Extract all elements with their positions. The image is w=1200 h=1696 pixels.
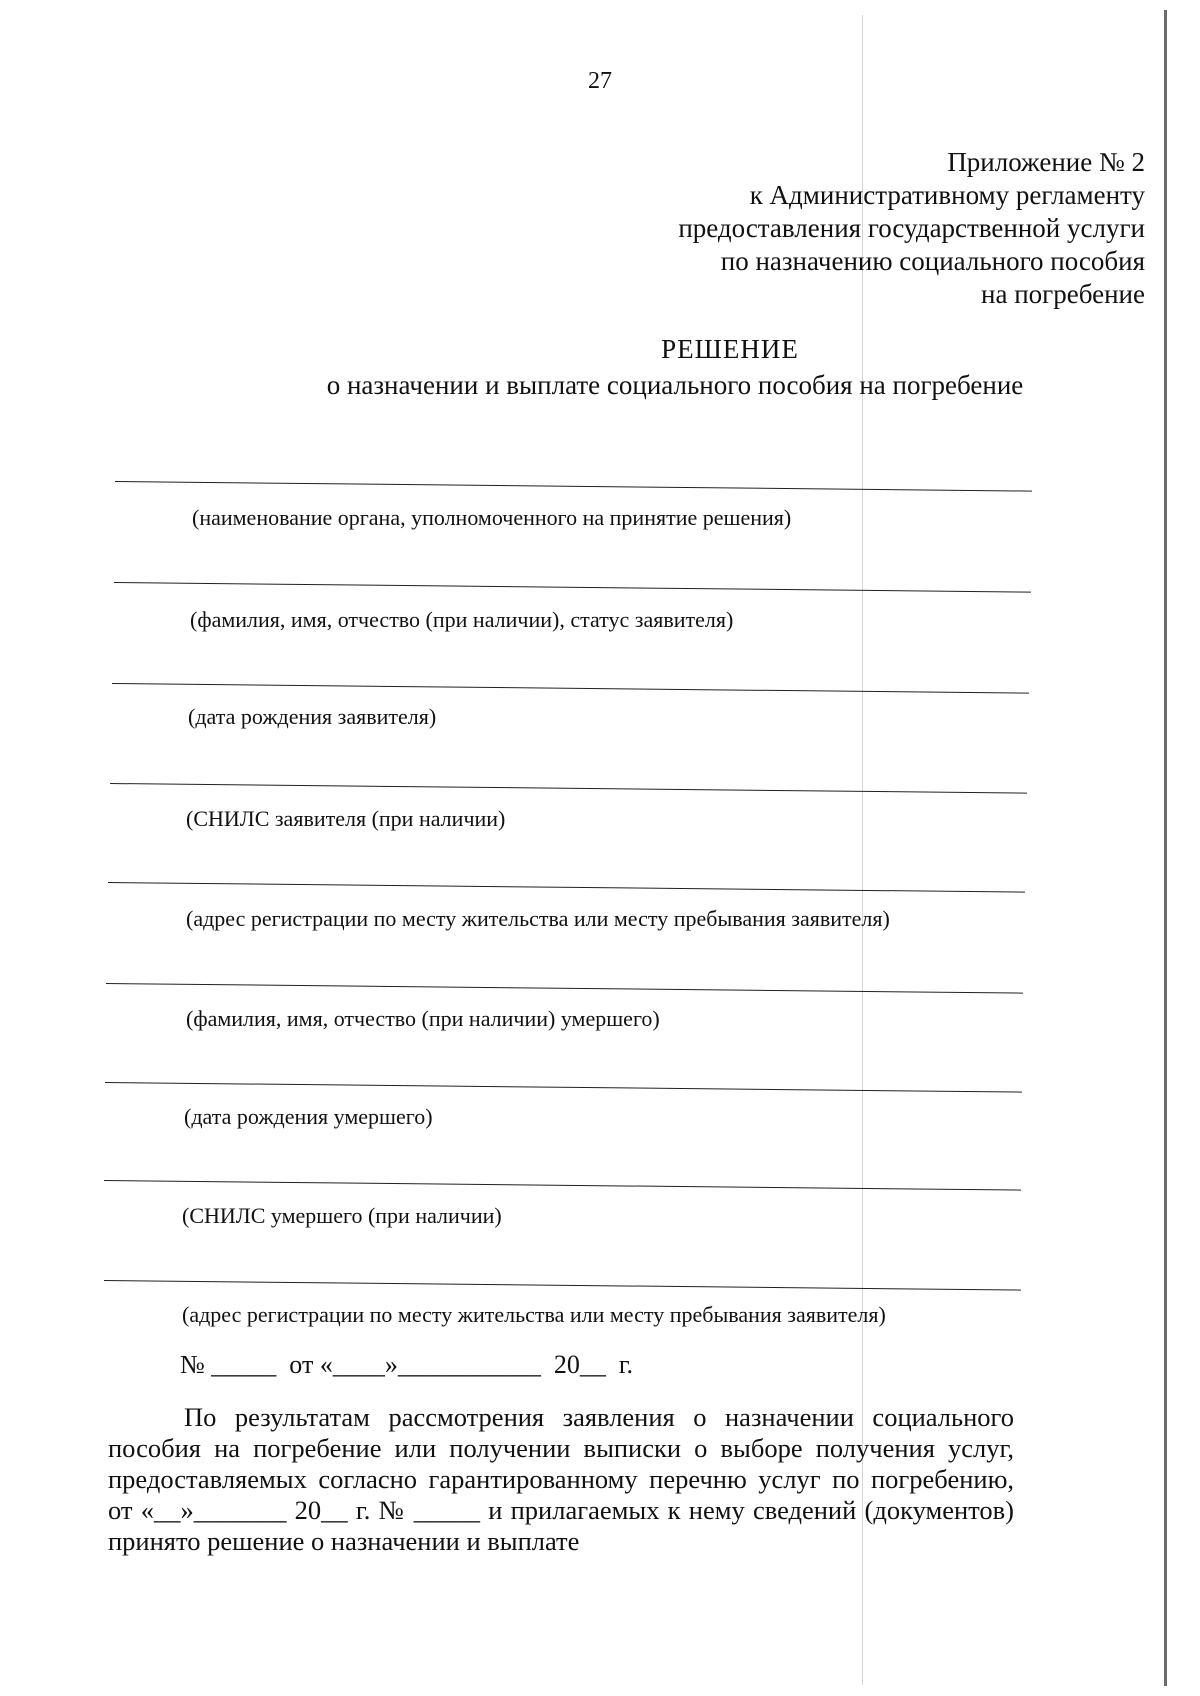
document-title: РЕШЕНИЕ xyxy=(661,334,799,364)
fill-in-line xyxy=(112,683,1029,694)
fill-in-line xyxy=(104,1180,1021,1191)
field-caption: (дата рождения заявителя) xyxy=(188,704,437,729)
appendix-header xyxy=(678,146,1145,311)
fill-in-line xyxy=(105,1082,1022,1093)
fill-in-line xyxy=(106,983,1023,994)
field-caption: (фамилия, имя, отчество (при наличии), статус заявителя) xyxy=(190,607,734,632)
field-caption: (наименование органа, уполномоченного на принятие решения) xyxy=(192,505,792,530)
appendix-line: Приложение № 2 xyxy=(947,147,1145,177)
field-caption: (адрес регистрации по месту жительства или месту пребывания заявителя) xyxy=(182,1302,886,1327)
decision-number-date-line: № _____ от «____»___________ 20__ г. xyxy=(180,1350,634,1379)
fill-in-line xyxy=(104,1280,1021,1291)
appendix-line: на погребение xyxy=(981,279,1145,309)
appendix-line: по назначению социального пособия xyxy=(720,246,1145,276)
field-caption: (дата рождения умершего) xyxy=(184,1104,433,1129)
fill-in-line xyxy=(115,481,1032,492)
fill-in-line xyxy=(114,582,1031,593)
page-number: 27 xyxy=(588,68,612,94)
document-subtitle: о назначении и выплате социального пособия на погребение xyxy=(326,370,1024,400)
field-caption: (СНИЛС заявителя (при наличии) xyxy=(186,806,506,831)
appendix-line: предоставления государственной услуги xyxy=(678,213,1145,243)
scan-edge-line xyxy=(1164,10,1167,1686)
field-caption: (фамилия, имя, отчество (при наличии) умершего) xyxy=(186,1006,660,1031)
fill-in-line xyxy=(110,783,1027,794)
appendix-line: к Административному регламенту xyxy=(749,180,1145,210)
field-caption: (СНИЛС умершего (при наличии) xyxy=(182,1203,502,1228)
fill-in-line xyxy=(108,882,1025,893)
decision-body-paragraph: По результатам рассмотрения заявления о назначении социального пособия на погребение или получении выписки о выборе получения услуг, предоставляемых согласно гарантированному перечню услуг по погребению, от «__»_______ 20__ г. № _____ и прилагаемых к нему сведений (документов) принято решение о назначении и выплате xyxy=(108,1402,1014,1556)
field-caption: (адрес регистрации по месту жительства или месту пребывания заявителя) xyxy=(186,906,890,931)
